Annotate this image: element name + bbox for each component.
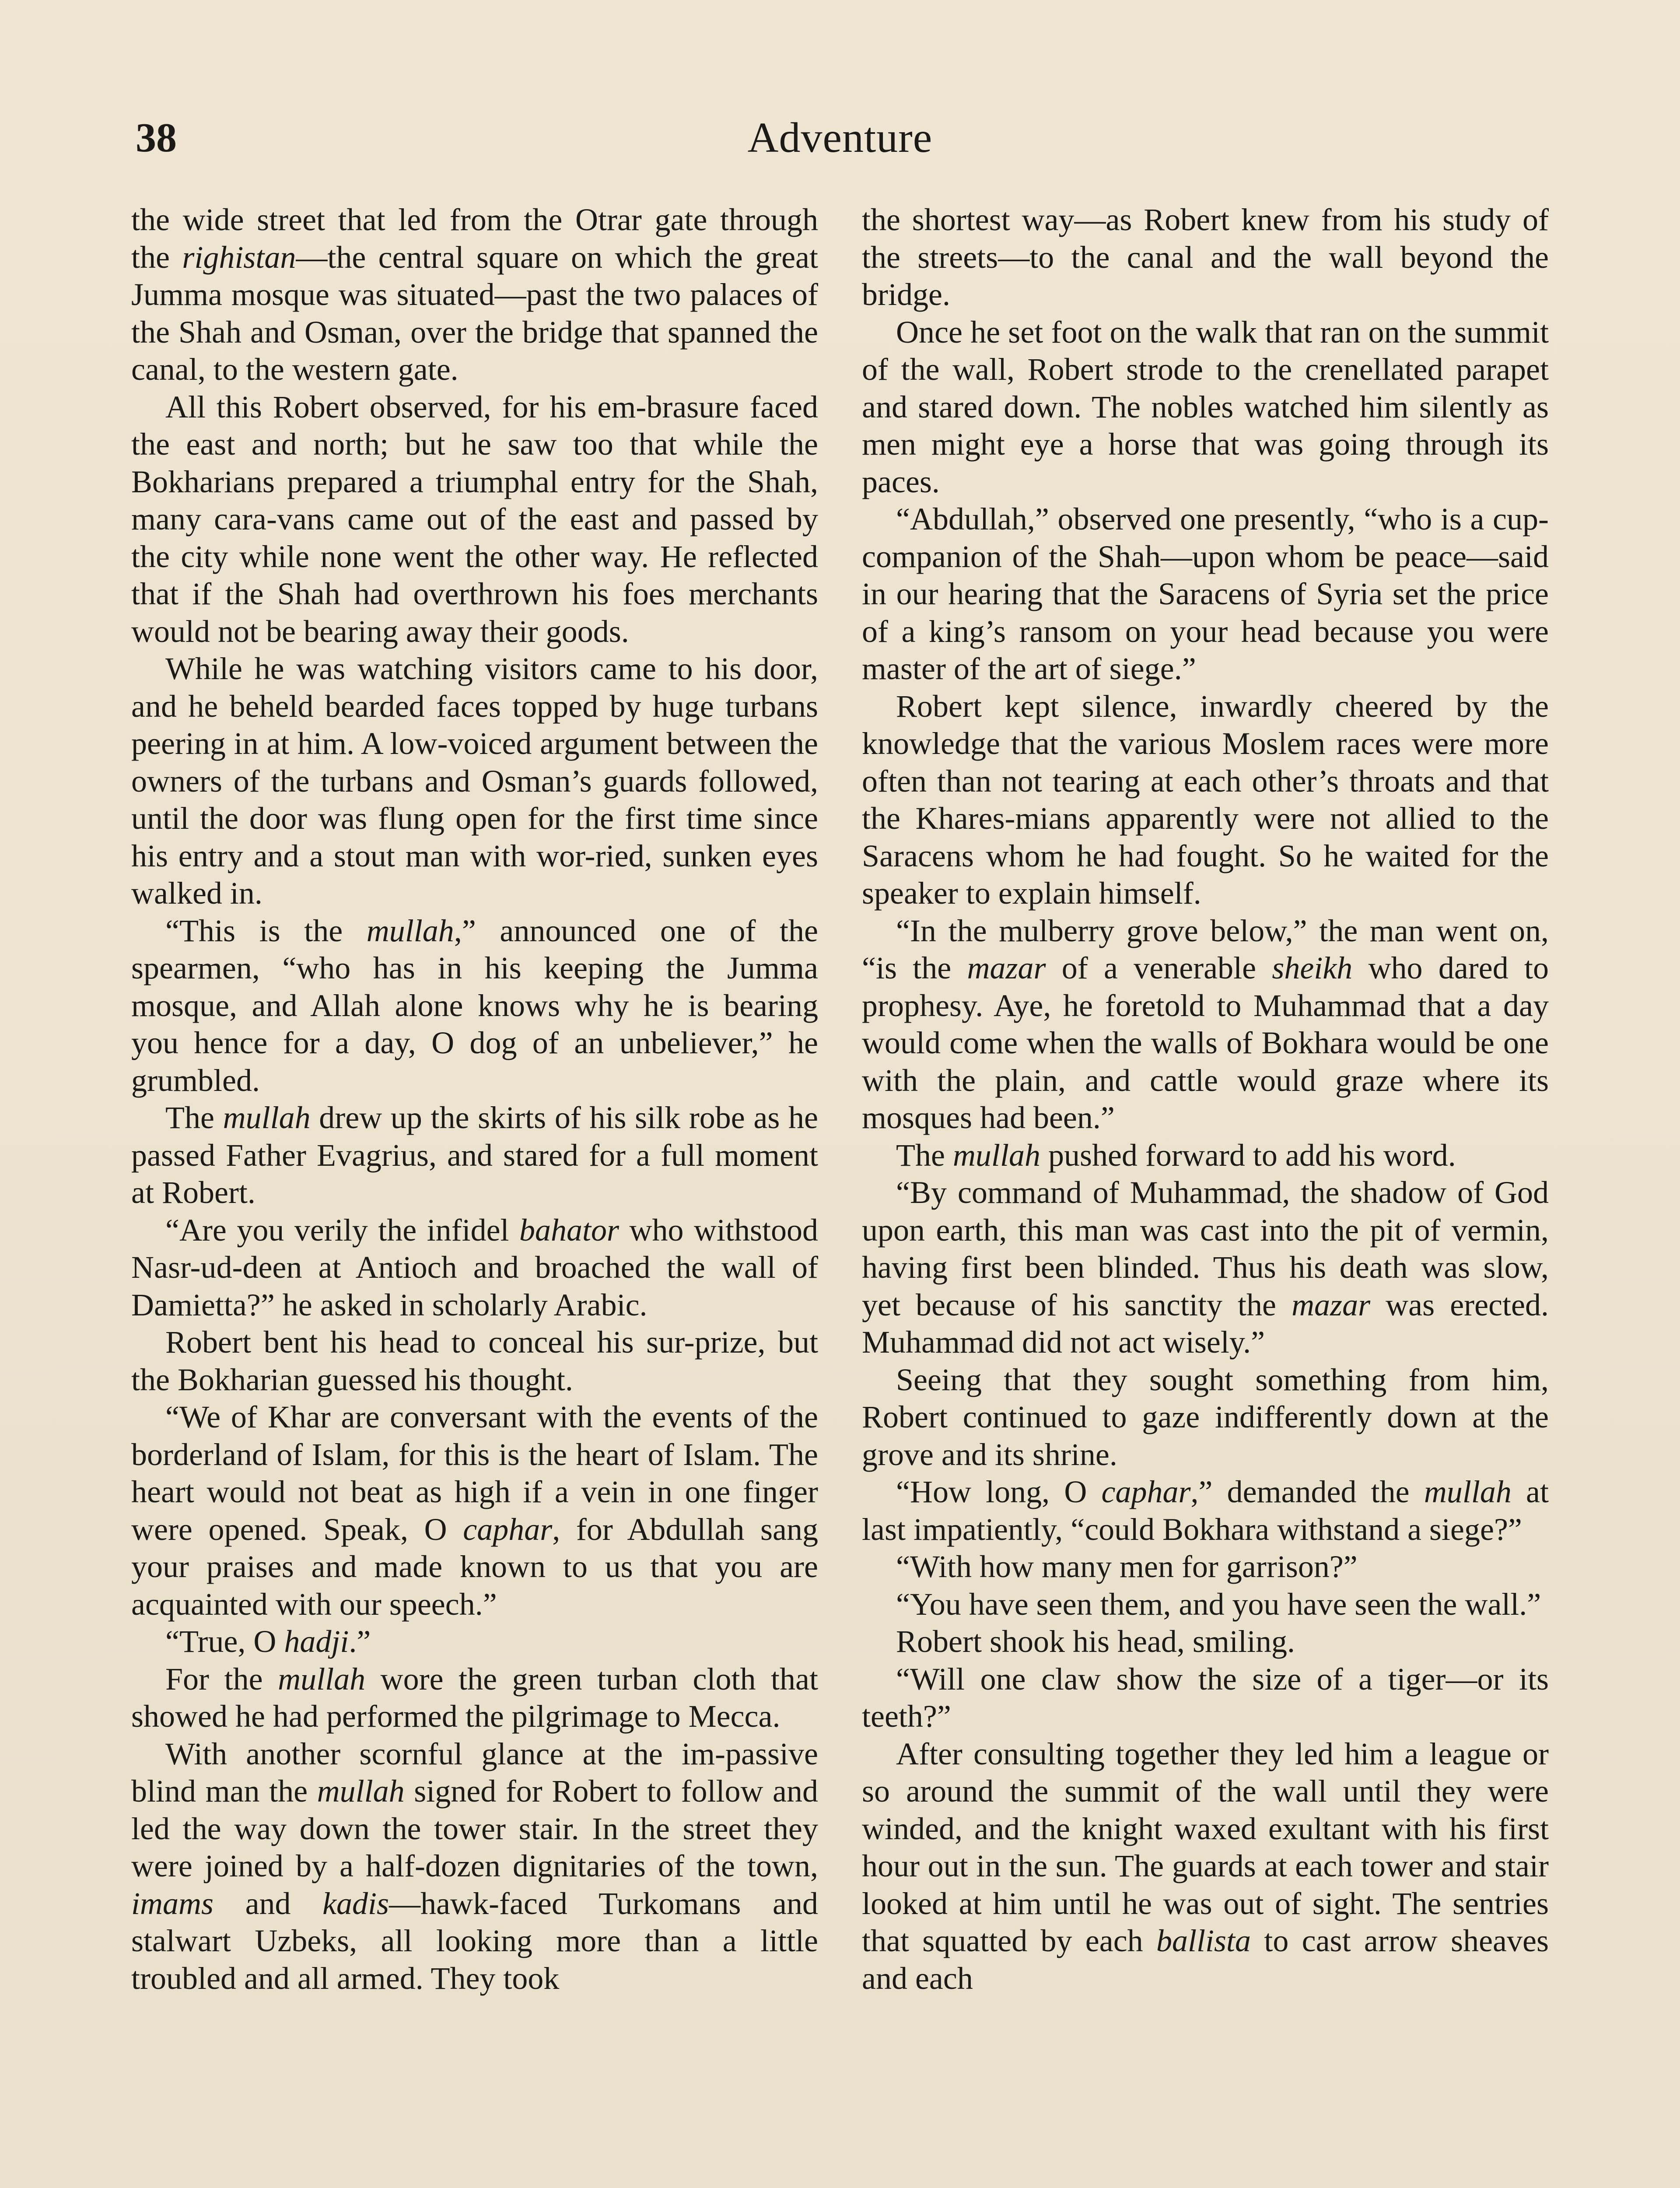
- paragraph: Robert bent his head to conceal his sur-prize, but the Bokharian guessed his thought.: [131, 1325, 818, 1397]
- paragraph: After consulting together they led him a league or so around the summit of the wall until they were winded, and the knight waxed exultant with his first hour out in the sun. The guards at each tower and stair looked at him until he was out of sight. The sentries that squatted by each ballista to cast arrow sheaves and each: [862, 1736, 1549, 1996]
- paragraph: Seeing that they sought something from him, Robert continued to gaze indifferently down at the grove and its shrine.: [862, 1362, 1549, 1472]
- paragraph: While he was watching visitors came to his door, and he beheld bearded faces topped by huge turbans peering in at him. A low-voiced argument between the owners of the turbans and Osman’s guards followed, until the door was flung open for the first time since his entry and a stout man with wor-ried, sunken eyes walked in.: [131, 651, 818, 911]
- paragraph: Robert kept silence, inwardly cheered by the knowledge that the various Moslem races were more often than not tearing at each other’s throats and that the Khares-mians apparently were not allied to the Saracens whom he had fought. So he waited for the speaker to explain himself.: [862, 688, 1549, 911]
- paragraph: “You have seen them, and you have seen the wall.”: [896, 1586, 1541, 1622]
- paragraph: the wide street that led from the Otrar gate through the righistan—the central square on which the great Jumma mosque was situated—past the two palaces of the Shah and Osman, over the bridge that spanned the canal, to the western gate.: [131, 202, 818, 387]
- paragraph: “Abdullah,” observed one presently, “who is a cup-companion of the Shah—upon whom be peace—said in our hearing that the Saracens of Syria set the price of a king’s ransom on your head because you were master of the art of siege.”: [862, 501, 1549, 686]
- paragraph: “Will one claw show the size of a tiger—or its teeth?”: [862, 1661, 1549, 1734]
- paragraph: “This is the mullah,” announced one of the spearmen, “who has in his keeping the Jumma mosque, and Allah alone knows why he is bearing you hence for a day, O dog of an unbeliever,” he grumbled.: [131, 913, 818, 1098]
- paragraph: Robert shook his head, smiling.: [896, 1624, 1295, 1659]
- page-number: 38: [136, 115, 177, 161]
- paragraph: “We of Khar are conversant with the events of the borderland of Islam, for this is the heart of Islam. The heart would not beat as high if a vein in one finger were opened. Speak, O caphar, for Abdullah sang your praises and made known to us that you are acquainted with our speech.”: [131, 1399, 818, 1622]
- paragraph: Once he set foot on the walk that ran on the summit of the wall, Robert strode to the crenellated parapet and stared down. The nobles watched him silently as men might eye a horse that was going through its paces.: [862, 314, 1549, 499]
- running-title: Adventure: [747, 114, 933, 161]
- paragraph: “How long, O caphar,” demanded the mullah at last impatiently, “could Bokhara withstand a siege?”: [862, 1474, 1549, 1547]
- paragraph: All this Robert observed, for his em-brasure faced the east and north; but he saw too that while the Bokharians prepared a triumphal entry for the Shah, many cara-vans came out of the east and passed by the city while none went the other way. He reflected that if the Shah had overthrown his foes merchants would not be bearing away their goods.: [131, 389, 818, 649]
- paragraph: the shortest way—as Robert knew from his study of the streets—to the canal and the wall beyond the bridge.: [862, 202, 1549, 312]
- body-text: [131, 201, 1549, 2188]
- paragraph: The mullah pushed forward to add his word.: [896, 1137, 1456, 1173]
- paragraph: For the mullah wore the green turban cloth that showed he had performed the pilgrimage to Mecca.: [131, 1661, 818, 1734]
- paragraph: The mullah drew up the skirts of his silk robe as he passed Father Evagrius, and stared for a full moment at Robert.: [131, 1100, 818, 1210]
- page-header: [136, 105, 1544, 171]
- paragraph: “True, O hadji.”: [165, 1624, 371, 1659]
- paragraph: “Are you verily the infidel bahator who withstood Nasr-ud-deen at Antioch and broached the wall of Damietta?” he asked in scholarly Arabic.: [131, 1212, 818, 1322]
- paragraph: “By command of Muhammad, the shadow of God upon earth, this man was cast into the pit of vermin, having first been blinded. Thus his death was slow, yet because of his sanctity the mazar was erected. Muhammad did not act wisely.”: [862, 1175, 1549, 1360]
- paragraph: “With how many men for garrison?”: [896, 1549, 1358, 1584]
- right-column: [862, 201, 1549, 2188]
- paragraph: “In the mulberry grove below,” the man went on, “is the mazar of a venerable sheikh who dared to prophesy. Aye, he foretold to Muhammad that a day would come when the walls of Bokhara would be one with the plain, and cattle would graze where its mosques had been.”: [862, 913, 1549, 1135]
- left-column: [131, 201, 818, 2188]
- paragraph: With another scornful glance at the im-passive blind man the mullah signed for Robert to follow and led the way down the tower stair. In the street they were joined by a half-dozen dignitaries of the town, imams and kadis—hawk-faced Turkomans and stalwart Uzbeks, all looking more than a little troubled and all armed. They took: [131, 1736, 818, 1996]
